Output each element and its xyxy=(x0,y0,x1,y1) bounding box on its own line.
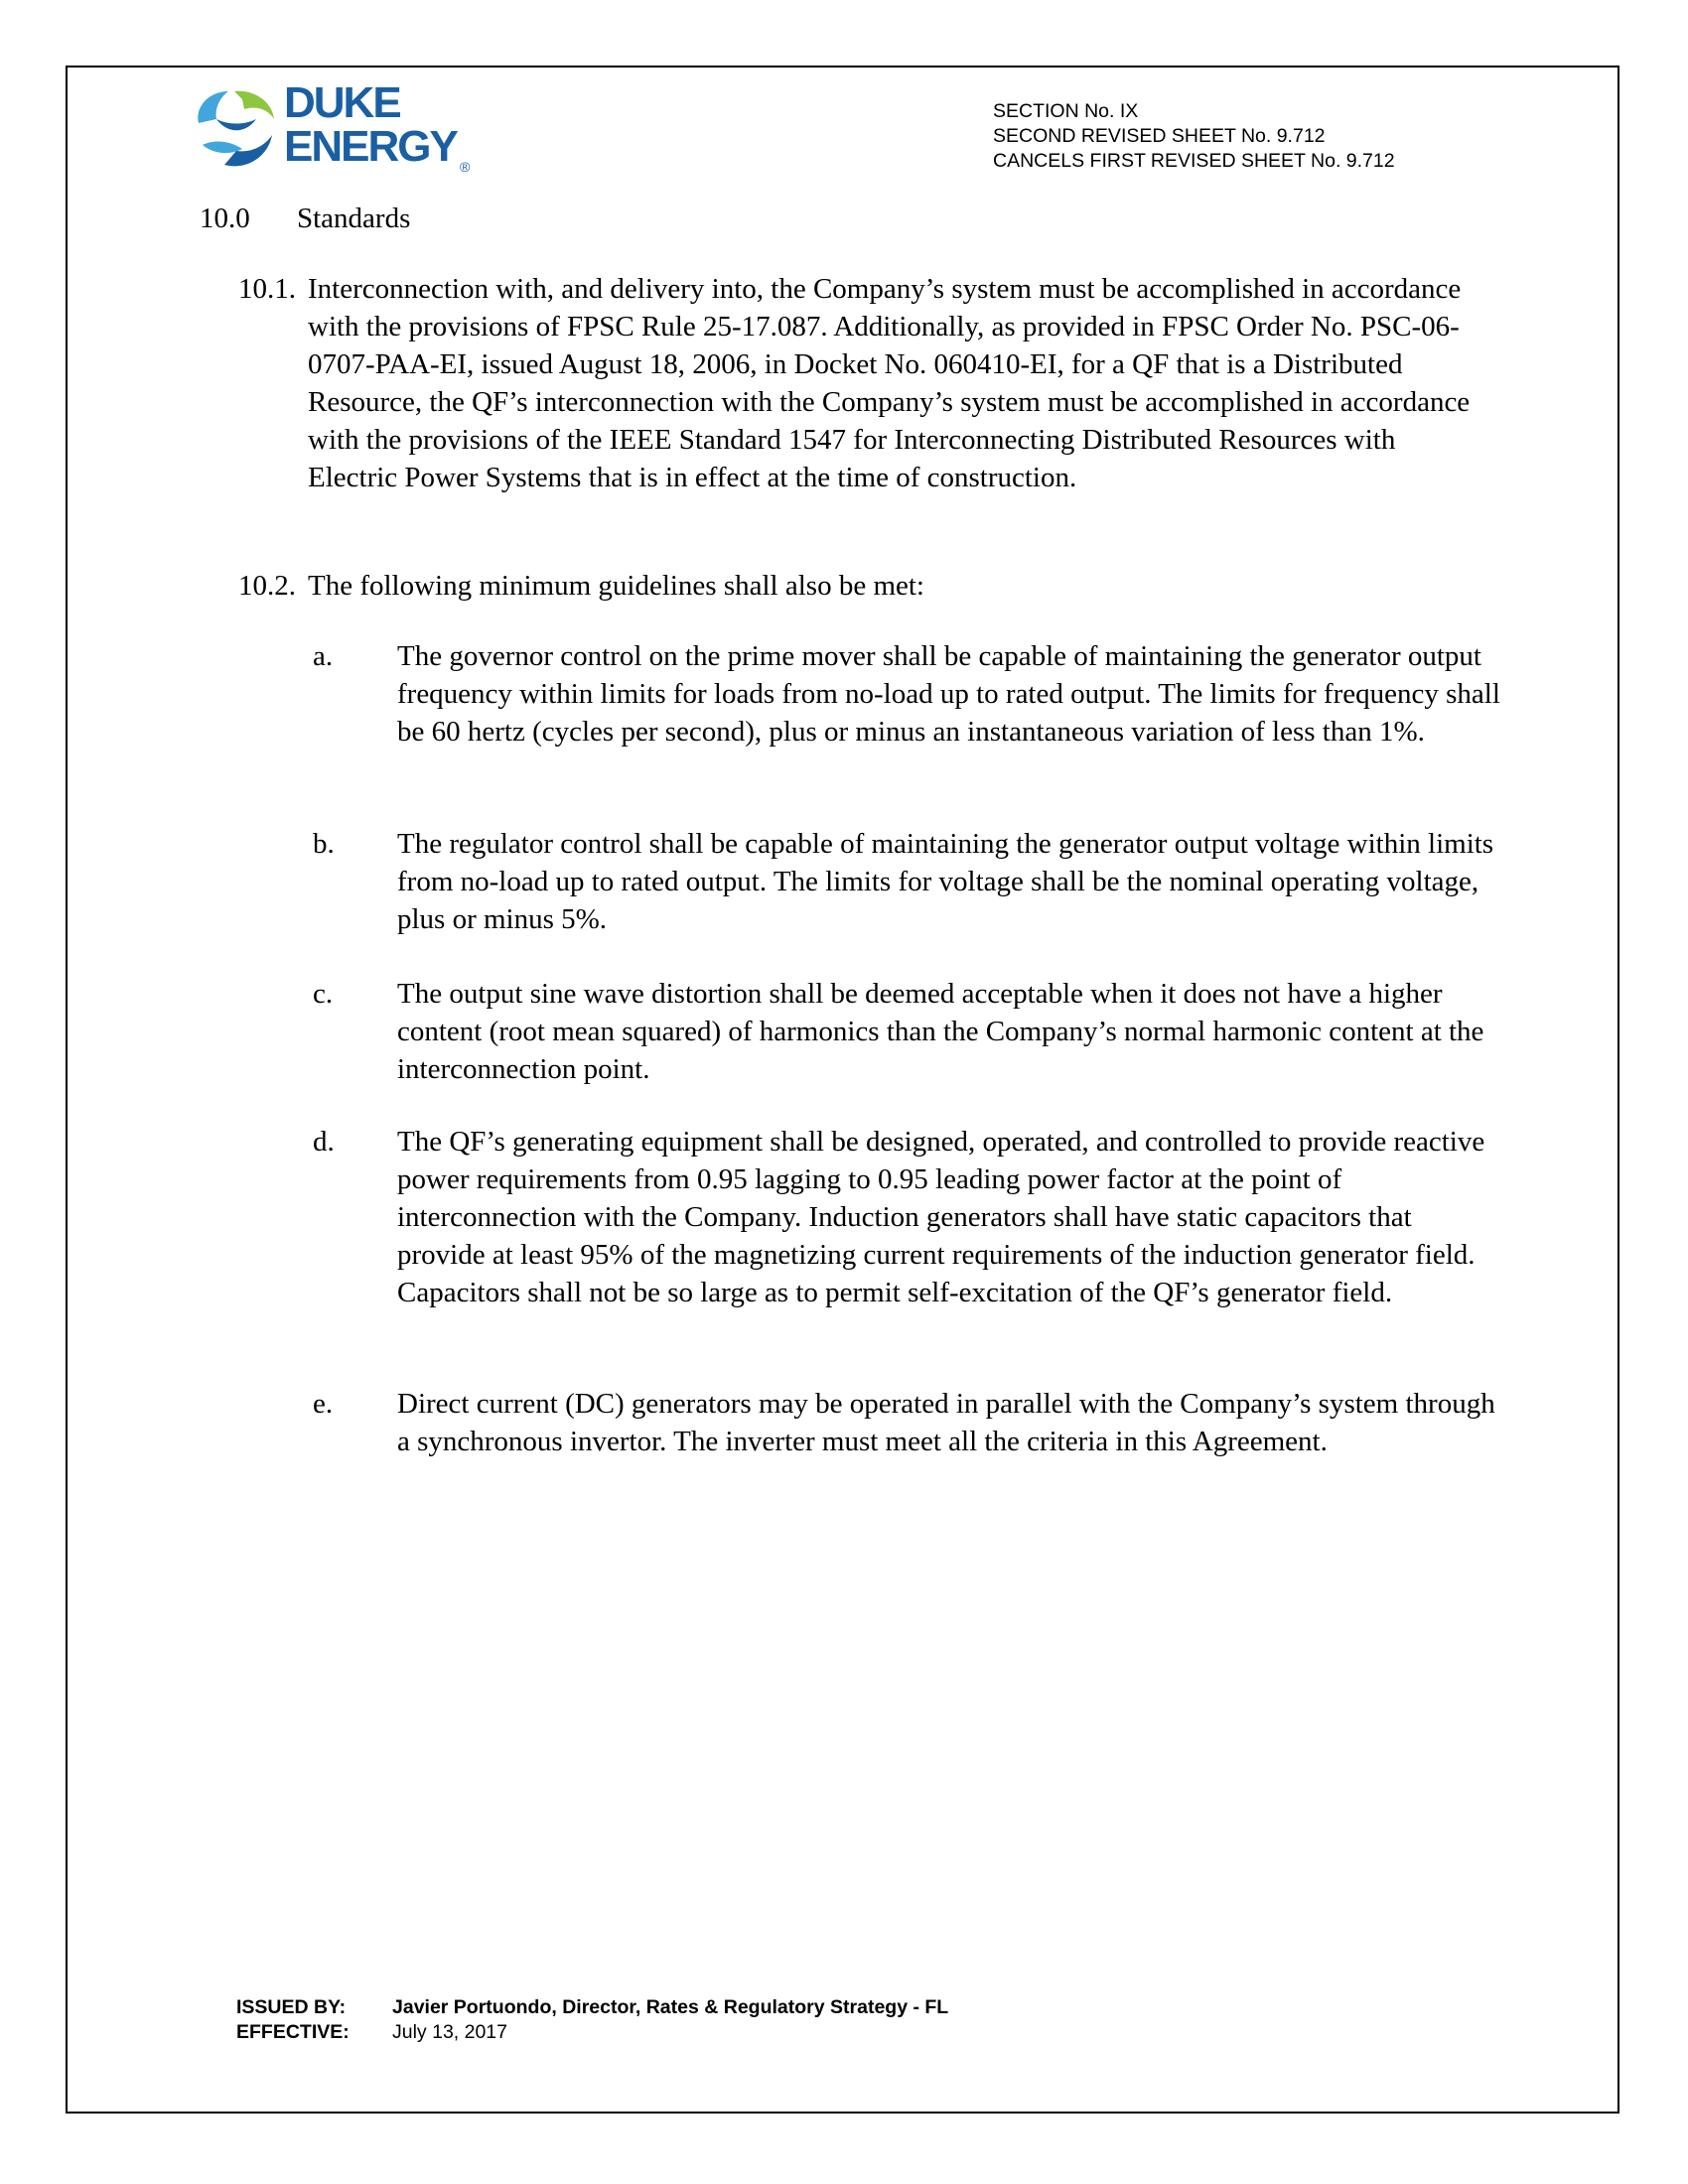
logo-wordmark xyxy=(284,78,457,171)
section-number: 10.0 xyxy=(200,203,250,234)
section-number-label: SECTION No. IX xyxy=(993,100,1139,122)
item-text: The governor control on the prime mover shall be capable of maintaining the generator output frequency within limits for loads from no-load up to rated output. The limits for frequency shall be 60 hertz (cycles per second), plus or minus an instantaneous variation of less than 1%. xyxy=(397,640,1500,748)
duke-energy-logo xyxy=(185,79,473,179)
revised-sheet-label: SECOND REVISED SHEET No. 9.712 xyxy=(993,125,1326,147)
issued-by-value: Javier Portuondo, Director, Rates & Regulatory Strategy - FL xyxy=(392,1996,949,2018)
item-letter: c. xyxy=(313,978,334,1010)
effective-value: July 13, 2017 xyxy=(392,2021,508,2043)
paragraph-number: 10.1. xyxy=(238,273,296,305)
registered-mark: ® xyxy=(460,159,471,175)
section-title: Standards xyxy=(297,203,411,234)
effective-row xyxy=(236,2020,948,2045)
item-letter: d. xyxy=(313,1126,335,1158)
footer xyxy=(236,1995,948,2045)
issued-by-row xyxy=(236,1995,948,2020)
sheet-info xyxy=(993,99,1395,174)
item-text: The QF’s generating equipment shall be designed, operated, and controlled to provide reactive power requirements from 0.95 lagging to 0.95 leading power factor at the point of interconnection with the Company. Induction generators shall have static capacitors that provide at least 95% of the magnetizing current requirements of the induction generator field. Capacitors shall not be so large as to permit self-excitation of the QF’s generator field. xyxy=(397,1126,1485,1308)
paragraph-text: Interconnection with, and delivery into, the Company’s system must be accomplished in accordance with the provisions of FPSC Rule 25-17.087. Additionally, as provided in FPSC Order No. PSC-06-0707-PAA-EI, issued August 18, 2006, in Docket No. 060410-EI, for a QF that is a Distributed Resource, the QF’s interconnection with the Company’s system must be accomplished in accordance with the provisions of the IEEE Standard 1547 for Interconnecting Distributed Resources with Electric Power Systems that is in effect at the time of construction. xyxy=(308,273,1471,493)
item-letter: e. xyxy=(313,1388,334,1420)
paragraph-10-1 xyxy=(238,270,1489,496)
item-text: Direct current (DC) generators may be operated in parallel with the Company’s system through a synchronous invertor. The inverter must meet all the criteria in this Agreement. xyxy=(397,1388,1495,1457)
paragraph-10-2 xyxy=(238,567,1489,605)
item-text: The output sine wave distortion shall be deemed acceptable when it does not have a higher content (root mean squared) of harmonics than the Company’s normal harmonic content at the interconnection point. xyxy=(397,978,1484,1085)
guideline-item-b xyxy=(313,825,1504,938)
guideline-item-e xyxy=(313,1385,1504,1460)
cancels-sheet-label: CANCELS FIRST REVISED SHEET No. 9.712 xyxy=(993,150,1395,172)
effective-label: EFFECTIVE: xyxy=(236,2021,350,2043)
guideline-item-d xyxy=(313,1123,1504,1311)
paragraph-number: 10.2. xyxy=(238,570,296,602)
item-letter: b. xyxy=(313,828,335,860)
logo-word-duke: DUKE xyxy=(284,78,400,127)
guideline-item-c xyxy=(313,975,1504,1088)
item-letter: a. xyxy=(313,640,334,672)
guideline-item-a xyxy=(313,637,1504,751)
item-text: The regulator control shall be capable of maintaining the generator output voltage within limits from no-load up to rated output. The limits for voltage shall be the nominal operating voltage, plus or minus 5%. xyxy=(397,828,1494,935)
issued-by-label: ISSUED BY: xyxy=(236,1996,347,2018)
duke-energy-logo-mark-icon xyxy=(185,79,284,179)
logo-word-energy: ENERGY xyxy=(284,122,457,171)
section-heading xyxy=(200,200,410,237)
paragraph-text: The following minimum guidelines shall also be met: xyxy=(308,570,924,602)
